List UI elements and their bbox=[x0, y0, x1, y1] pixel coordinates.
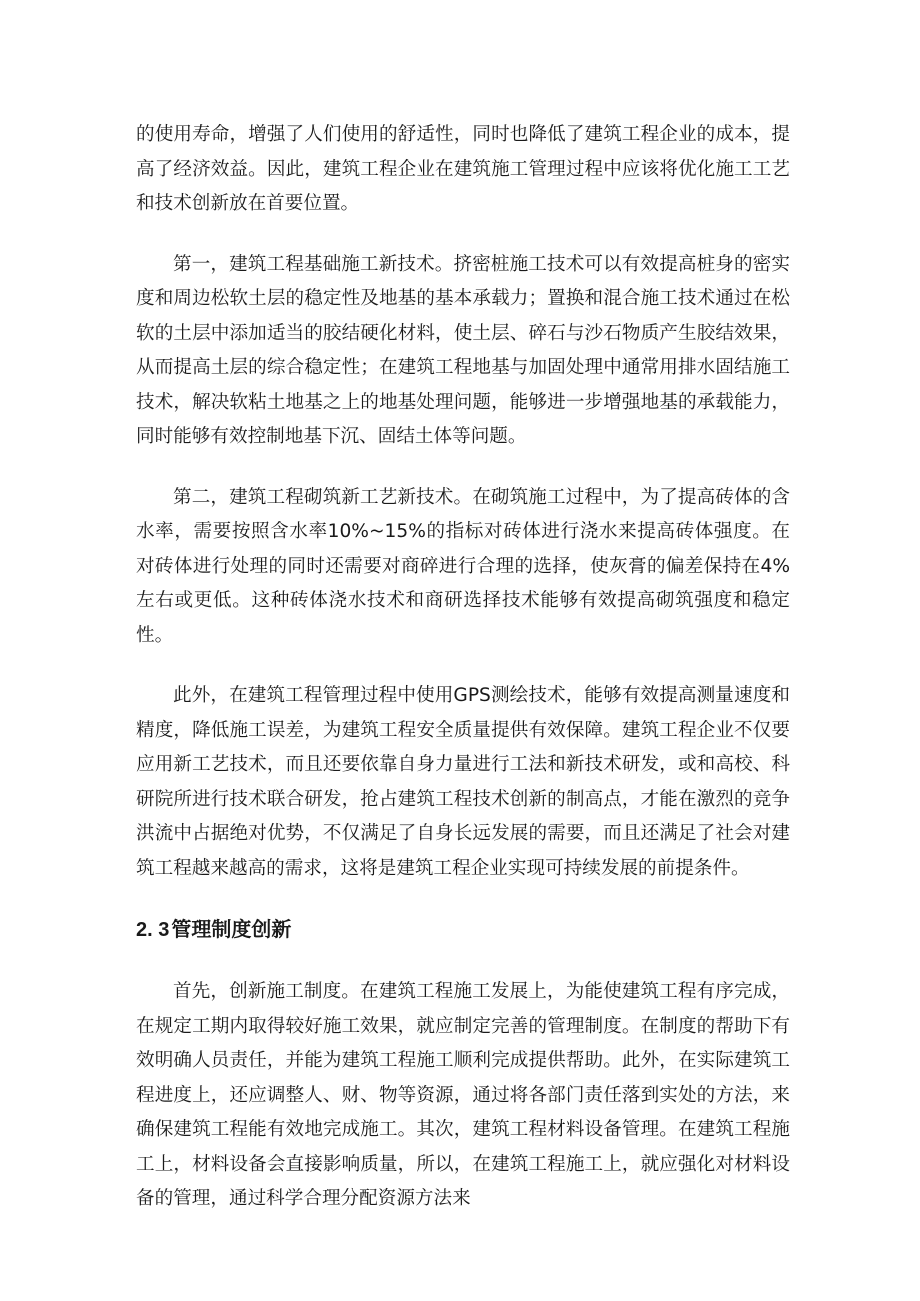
paragraph-foundation-technology: 第一，建筑工程基础施工新技术。挤密桩施工技术可以有效提高桩身的密实度和周边松软土层的稳定性及地基的基本承载力；置换和混合施工技术通过在松软的土层中添加适当的胶结硬化材料，使土层、碎石与沙石物质产生胶结效果，从而提高土层的综合稳定性；在建筑工程地基与加固处理中通常用排水固结施工技术，解决软粘土地基之上的地基处理问题，能够进一步增强地基的承载能力，同时能够有效控制地基下沉、固结土体等问题。 bbox=[136, 253, 790, 447]
section-number: 2. 3 bbox=[136, 919, 170, 941]
paragraph-service-life: 的使用寿命，增强了人们使用的舒适性，同时也降低了建筑工程企业的成本，提高了经济效益。因此，建筑工程企业在建筑施工管理过程中应该将优化施工工艺和技术创新放在首要位置。 bbox=[136, 124, 790, 214]
paragraph-gps-surveying: 此外，在建筑工程管理过程中使用GPS测绘技术，能够有效提高测量速度和精度，降低施工误差，为建筑工程安全质量提供有效保障。建筑工程企业不仅要应用新工艺技术，而且还要依靠自身力量进行工法和新技术研发，或和高校、科研院所进行技术联合研发，抢占建筑工程技术创新的制高点，才能在激烈的竞争洪流中占据绝对优势，不仅满足了自身长远发展的需要，而且还满足了社会对建筑工程越来越高的需求，这将是建筑工程企业实现可持续发展的前提条件。 bbox=[136, 685, 790, 879]
section-title: 管理制度创新 bbox=[171, 917, 292, 941]
section-heading bbox=[136, 912, 790, 947]
document-page bbox=[136, 118, 790, 1243]
paragraph-masonry-technology: 第二，建筑工程砌筑新工艺新技术。在砌筑施工过程中，为了提高砖体的含水率，需要按照含水率10%~15%的指标对砖体进行浇水来提高砖体强度。在对砖体进行处理的同时还需要对商碎进行合理的选择，使灰膏的偏差保持在4%左右或更低。这种砖体浇水技术和商研选择技术能够有效提高砌筑强度和稳定性。 bbox=[136, 486, 790, 646]
paragraph-construction-system: 首先，创新施工制度。在建筑工程施工发展上，为能使建筑工程有序完成，在规定工期内取得较好施工效果，就应制定完善的管理制度。在制度的帮助下有效明确人员责任，并能为建筑工程施工顺利完成提供帮助。此外，在实际建筑工程进度上，还应调整人、财、物等资源，通过将各部门责任落到实处的方法，来确保建筑工程能有效地完成施工。其次，建筑工程材料设备管理。在建筑工程施工上，材料设备会直接影响质量，所以，在建筑工程施工上，就应强化对材料设备的管理，通过科学合理分配资源方法来 bbox=[136, 981, 790, 1209]
